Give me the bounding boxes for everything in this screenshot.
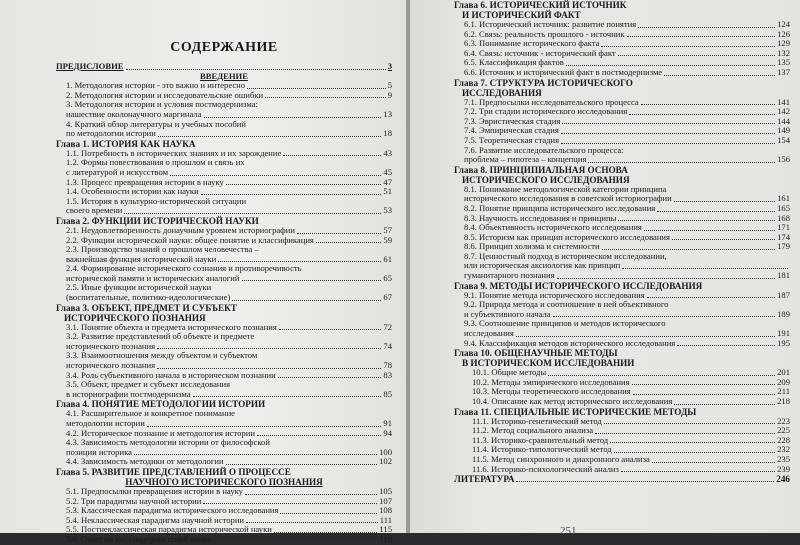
toc-entry-text: 11.6. Историко-психологический анализ [472, 463, 619, 474]
toc-page-number: 107 [379, 495, 392, 506]
toc-entry [454, 397, 790, 407]
toc-leader-dots [644, 230, 775, 231]
toc-entry-text: 2.2. Функции исторической науки: общее понятие и классификация [66, 234, 314, 245]
toc-page-number: 174 [777, 231, 790, 242]
toc-page-number: 43 [383, 147, 392, 158]
toc-leader-dots [257, 435, 381, 436]
toc-chapter-heading [454, 348, 790, 358]
toc-page-number: 119 [379, 533, 392, 544]
toc-leader-dots [672, 239, 775, 240]
toc-page-number: 135 [777, 57, 790, 68]
toc-entry-text: важнейшая функция исторической науки [66, 253, 217, 264]
toc-leader-dots [664, 75, 775, 76]
toc-entry-text: 2.4. Формирование исторического сознания и противоречивость [66, 263, 302, 274]
toc-page-number: 126 [777, 28, 790, 39]
toc-entry-text: 8.2. Понятие принципа исторического исследования [464, 202, 656, 213]
toc-leader-dots [588, 162, 775, 163]
toc-leader-dots [557, 278, 776, 279]
toc-entry [56, 535, 392, 545]
toc-leader-dots [278, 377, 382, 378]
toc-title: СОДЕРЖАНИЕ [170, 40, 278, 55]
toc-leader-dots [283, 155, 381, 156]
toc-leader-dots [245, 494, 377, 495]
toc-entry-text: 9.1. Понятие метода исторического исследования [464, 289, 645, 300]
toc-entry-text: Глава 3. ОБЪЕКТ, ПРЕДМЕТ И СУБЪЕКТ [56, 302, 237, 313]
toc-entry-text: исследования [464, 328, 514, 339]
toc-leader-dots [297, 233, 381, 234]
toc-entry [454, 68, 790, 78]
toc-page-number: 211 [777, 386, 790, 397]
toc-page-number: 57 [383, 224, 392, 235]
toc-entry-text: 2.1. Неудовлетворенность донаучным уровнем историографии [66, 224, 295, 235]
toc-entry-text: ВВЕДЕНИЕ [200, 70, 248, 81]
toc-leader-dots [226, 184, 382, 185]
toc-entry-text: ЛИТЕРАТУРА [454, 474, 515, 485]
toc-leader-dots [629, 114, 775, 115]
toc-page-number: 85 [383, 388, 392, 399]
toc-entry-text: своего времени [66, 205, 123, 216]
toc-entry-text: 11.5. Метод синхронного и диахронного анализа [472, 453, 650, 464]
toc-section-heading [454, 474, 790, 484]
toc-leader-dots [677, 345, 775, 346]
toc-page-number: 94 [383, 427, 392, 438]
toc-entry-text: 1.1. Потребность в исторических знаниях и их зарождение [66, 147, 282, 158]
toc-entry-text: 9.3. Соотношение принципов и методов исторического [464, 318, 666, 329]
toc-leader-dots [265, 97, 386, 98]
toc-entry-text: 8.5. Историзм как принцип исторического исследования [464, 231, 670, 242]
toc-entry-text: 10.3. Методы теоретического исследования [472, 386, 631, 397]
toc-entry-text: 5.2. Три парадигмы научной истории [66, 495, 202, 506]
toc-entry-text: нашествие околонаучного маргинала [66, 108, 202, 119]
toc-page-number: 61 [383, 253, 392, 264]
toc-entry-text: 4. Краткий обзор литературы и учебных пособий [66, 118, 246, 129]
toc-page-number: 187 [777, 289, 790, 300]
toc-leader-dots [226, 464, 378, 465]
toc-entry [454, 339, 790, 349]
toc-entry-text: с литературой и искусством [66, 166, 169, 177]
toc-entry-text: проблема – гипотеза – концепция [464, 154, 587, 165]
toc-entry-text: 6.2. Связь: реальность прошлого - источник [464, 28, 625, 39]
toc-chapter-heading [56, 467, 392, 477]
toc-page-number: 201 [777, 367, 790, 378]
toc-entry-text: 7.6. Развитие исследовательского процесса: [464, 144, 624, 155]
toc-page-number: 161 [777, 193, 790, 204]
toc-entry-text: Глава 8. ПРИНЦИПИАЛЬНАЯ ОСНОВА [454, 164, 628, 175]
toc-leader-dots [618, 220, 775, 221]
toc-page-number: 235 [777, 453, 790, 464]
toc-page-number: 195 [777, 337, 790, 348]
toc-leader-dots [280, 513, 377, 514]
toc-leader-dots [246, 522, 378, 523]
toc-entry-text: ПРЕДИСЛОВИЕ [56, 61, 124, 71]
toc-page-number: 65 [383, 272, 392, 283]
toc-page-number: 132 [777, 47, 790, 58]
toc-entry-text: 3. Методология истории и условия постмодернизма: [66, 99, 258, 110]
toc-entry-text: 6.6. Источник и исторический факт в постмодернизме [464, 66, 663, 77]
toc-entry [56, 457, 392, 467]
toc-page-number: 171 [777, 222, 790, 233]
toc-entry-text: 7.4. Эмпирическая стадия [464, 125, 559, 136]
toc-chapter-subtitle: НАУЧНОГО ИСТОРИЧЕСКОГО ПОЗНАНИЯ [125, 476, 323, 487]
toc-leader-dots [279, 329, 382, 330]
toc-page-number: 53 [383, 205, 392, 216]
toc-entry-text: 3.2. Развитие представлений об объекте и предмете [66, 331, 255, 342]
toc-chapter-heading [56, 303, 392, 313]
toc-leader-dots [633, 394, 776, 395]
toc-entry-text: 2.3. Производство знаний о прошлом человечества – [66, 244, 259, 255]
toc-leader-dots [124, 213, 381, 214]
toc-leader-dots [618, 55, 775, 56]
toc-leader-dots [214, 542, 378, 543]
toc-entry-text: 1.4. Особенности истории как науки [66, 186, 199, 197]
toc-leader-dots [516, 481, 774, 482]
toc-entry-text: Глава 6. ИСТОРИЧЕСКИЙ ИСТОЧНИК [454, 0, 627, 10]
toc-entry-text: исторического исследования в советской историографии [464, 193, 672, 204]
toc-page-number: 47 [383, 176, 392, 187]
toc-entry-text: 1.2. Формы повествования о прошлом и связь их [66, 157, 245, 168]
toc-entry-text: 5.6. Ответ на постмодернистский вызов [66, 533, 212, 544]
toc-entry-text: исторического познания [66, 360, 156, 371]
toc-entry-text: 8.7. Ценностный подход в историческом исследовании, [464, 250, 667, 261]
toc-entry-text: 6.3. Понимание исторического факта [464, 38, 600, 49]
toc-entry-text: 7.2. Три стадии исторического исследования [464, 106, 628, 117]
toc-chapter-title-cont: ИССЛЕДОВАНИЯ [462, 87, 542, 98]
toc-page-number: 78 [383, 360, 392, 371]
toc-page-number: 91 [383, 418, 392, 428]
toc-entry-text: 2. Методология истории и исследовательские ошибки [66, 89, 264, 100]
toc-entry-text: 3.5. Объект, предмет и субъект исследования [66, 379, 231, 390]
toc-page-number: 100 [379, 446, 392, 457]
toc-leader-dots [674, 201, 775, 202]
toc-leader-dots [553, 316, 776, 317]
toc-leader-dots [126, 69, 386, 70]
toc-entry-text: Глава 1. ИСТОРИЯ КАК НАУКА [56, 138, 196, 149]
toc-entry-text: 4.2. Историческое познание и методология истории [66, 427, 255, 438]
toc-entry-text: или историческая аксиология как принцип [464, 260, 621, 271]
toc-entry-text: 3.4. Роль субъективного начала в историческом познании [66, 369, 276, 380]
toc-chapter-title-cont: ИСТОРИЧЕСКОГО ИССЛЕДОВАНИЯ [462, 174, 630, 185]
toc-entry [454, 465, 790, 475]
toc-leader-dots [548, 375, 775, 376]
toc-leader-dots [641, 104, 775, 105]
toc-leader-dots [218, 261, 381, 262]
toc-page-number: 154 [777, 134, 790, 145]
toc-page-number: 83 [383, 369, 392, 380]
toc-entry-text: 5.3. Классическая парадигма исторического исследования [66, 505, 279, 516]
toc-leader-dots [622, 268, 788, 269]
toc-page-number: 51 [383, 186, 392, 197]
toc-leader-dots [610, 442, 775, 443]
toc-page-number: 3 [387, 61, 392, 71]
toc-entry-text: 4.4. Зависимость методики от методологии [66, 456, 224, 467]
toc-page-number: 67 [383, 292, 392, 303]
toc-page-number: 246 [776, 474, 790, 485]
toc-entry [56, 293, 392, 303]
toc-entry-text: 10.2. Методы эмпирического исследования [472, 376, 630, 387]
toc-leader-dots [621, 471, 775, 472]
toc-leader-dots [638, 27, 775, 28]
toc-leader-dots [516, 336, 775, 337]
toc-leader-dots [602, 249, 776, 250]
toc-entry-text: 10.4. Описание как метод исторического исследования [472, 396, 673, 406]
toc-page-number: 225 [777, 425, 790, 436]
toc-leader-dots [147, 426, 382, 427]
toc-page-number: 13 [383, 108, 392, 119]
toc-entry-text: Глава 2. ФУНКЦИИ ИСТОРИЧЕСКОЙ НАУКИ [56, 215, 259, 226]
toc-entry-text: Глава 9. МЕТОДЫ ИСТОРИЧЕСКОГО ИССЛЕДОВАНИЯ [454, 280, 703, 291]
toc-entry-text: методологии истории [66, 418, 145, 428]
toc-page-number: 168 [777, 212, 790, 223]
toc-left-column [56, 0, 392, 545]
toc-page-number: 189 [777, 308, 790, 319]
toc-chapter-title-cont: В ИСТОРИЧЕСКОМ ИССЛЕДОВАНИИ [462, 358, 635, 369]
toc-leader-dots [657, 211, 775, 212]
toc-leader-dots [158, 136, 382, 137]
toc-page-number: 223 [777, 415, 790, 426]
toc-entry-text: 3.3. Взаимоотношения между объектом и субъектом [66, 350, 258, 361]
right-page [410, 0, 800, 537]
toc-leader-dots [201, 194, 382, 195]
toc-entry-text: 3.1. Понятие объекта и предмета исторического познания [66, 321, 277, 332]
toc-entry-text: гуманитарного познания [464, 270, 555, 281]
toc-page-number: 45 [383, 166, 392, 177]
toc-entry-text: 5.1. Предпосылки превращения истории в науку [66, 485, 243, 496]
toc-page-number: 74 [383, 340, 392, 351]
toc-entry-text: Глава 11. СПЕЦИАЛЬНЫЕ ИСТОРИЧЕСКИЕ МЕТОДЫ [454, 406, 697, 417]
toc-entry-text: 8.4. Объективность исторического исследования [464, 222, 642, 233]
toc-leader-dots [595, 433, 775, 434]
toc-leader-dots [604, 423, 775, 424]
toc-page-number: 142 [777, 106, 790, 117]
toc-entry [56, 206, 392, 216]
toc-page-number: 218 [777, 396, 790, 406]
toc-entry-text: 7.1. Предпосылки исследовательского процесса [464, 96, 639, 107]
toc-leader-dots [674, 404, 775, 405]
toc-entry-text: Глава 7. СТРУКТУРА ИСТОРИЧЕСКОГО [454, 77, 633, 88]
toc-leader-dots [562, 123, 775, 124]
toc-page-number: 179 [777, 241, 790, 252]
toc-entry-text: 4.3. Зависимость методологии истории от философской [66, 437, 270, 448]
toc-entry [454, 155, 790, 165]
toc-entry-text: 4.1. Расширительное и конкретное понимание [66, 408, 235, 419]
toc-leader-dots [232, 300, 381, 301]
toc-page-number: 108 [379, 505, 392, 516]
toc-page-number: 181 [777, 270, 790, 281]
toc-page-number: 232 [777, 444, 790, 455]
toc-entry-text: 2.5. Иные функции исторической науки [66, 282, 212, 293]
toc-entry [56, 390, 392, 400]
toc-entry-text: 9.2. Природа метода и соотношение в ней объективного [464, 299, 669, 310]
toc-leader-dots [632, 384, 776, 385]
toc-leader-dots [157, 348, 381, 349]
toc-leader-dots [561, 133, 775, 134]
toc-entry-text: 8.6. Принцип холизма и системности [464, 241, 600, 252]
toc-leader-dots [274, 532, 378, 533]
toc-leader-dots [193, 396, 382, 397]
toc-entry-text: в историографии постмодернизма [66, 388, 191, 399]
toc-page-number: 209 [777, 376, 790, 387]
toc-entry-text: 11.1. Историко-генетический метод [472, 415, 602, 426]
toc-chapter-title-cont: ИСТОРИЧЕСКОГО ПОЗНАНИЯ [64, 312, 206, 323]
toc-page-number: 5 [387, 80, 392, 91]
toc-entry [56, 129, 392, 139]
toc-page-number: 9 [387, 89, 392, 100]
toc-page-number: 124 [777, 19, 790, 29]
toc-entry-text: 6.5. Классификация фактов [464, 57, 564, 68]
toc-entry-text: 11.4. Историко-типологический метод [472, 444, 612, 455]
toc-page-number: 137 [777, 66, 790, 77]
toc-entry-text: 5.4. Неклассическая парадигма научной истории [66, 514, 245, 525]
toc-page-number: 102 [379, 456, 392, 467]
toc-leader-dots [652, 462, 775, 463]
toc-entry-text: Глава 10. ОБЩЕНАУЧНЫЕ МЕТОДЫ [454, 348, 618, 359]
toc-entry-text: 1.3. Процесс превращения истории в науку [66, 176, 224, 187]
toc-entry-text: (воспитательные, политико-идеологические) [66, 292, 231, 303]
toc-leader-dots [647, 297, 775, 298]
toc-page-number: 144 [777, 115, 790, 126]
toc-entry-text: 1. Методология истории - это важно и интересно [66, 80, 246, 91]
toc-page-number: 149 [777, 125, 790, 136]
toc-leader-dots [614, 452, 775, 453]
toc-entry-text: Глава 4. ПОНЯТИЕ МЕТОДОЛОГИИ ИСТОРИИ [56, 399, 266, 410]
toc-page-number: 18 [383, 128, 392, 139]
toc-entry-text: по методологии истории [66, 128, 156, 139]
toc-chapter-heading [454, 165, 790, 175]
toc-entry-text: Глава 5. РАЗВИТИЕ ПРЕДСТАВЛЕНИЙ О ПРОЦЕССЕ [56, 466, 291, 477]
toc-leader-dots [316, 242, 382, 243]
toc-leader-dots [203, 503, 377, 504]
toc-entry-text: исторической памяти и исторических аналогий [66, 272, 240, 283]
toc-entry-text: 6.1. Исторический источник: развитие понятия [464, 19, 637, 29]
toc-entry-text: 1.5. История в культурно-исторической ситуации [66, 195, 247, 206]
toc-page-number: 228 [777, 434, 790, 445]
toc-leader-dots [134, 454, 377, 455]
toc-leader-dots [627, 36, 776, 37]
toc-entry-text: позиции историка [66, 446, 132, 457]
toc-leader-dots [170, 175, 381, 176]
toc-entry-text: 8.1. Понимание методологической категории принципа [464, 183, 667, 194]
toc-page-number: 129 [777, 38, 790, 49]
toc-entry-text: 7.5. Теоретическая стадия [464, 134, 560, 145]
toc-page-number: 111 [379, 514, 392, 525]
toc-entry-text: 7.3. Эвристическая стадия [464, 115, 561, 126]
toc-right-column [454, 0, 790, 484]
toc-entry-text: и субъективного начала [464, 308, 551, 319]
toc-entry [454, 271, 790, 281]
toc-entry-text: 11.3. Историко-сравнительный метод [472, 434, 609, 445]
toc-leader-dots [242, 280, 382, 281]
toc-page-number: 59 [383, 234, 392, 245]
toc-leader-dots [247, 88, 386, 89]
toc-page-number: 115 [379, 524, 392, 535]
toc-leader-dots [157, 368, 381, 369]
toc-page-number: 165 [777, 202, 790, 213]
toc-entry-text: 5.5. Постнеклассическая парадигма исторической науки [66, 524, 272, 535]
toc-page-number: 156 [777, 154, 790, 165]
toc-leader-dots [601, 46, 775, 47]
toc-entry-text: 6.4. Связь: источник - исторический факт [464, 47, 616, 58]
toc-leader-dots [204, 117, 382, 118]
page-number: 251 [560, 525, 577, 537]
toc-entry-text: 9.4. Классификация методов исторического исследования [464, 337, 676, 348]
toc-chapter-heading [454, 78, 790, 88]
toc-leader-dots [566, 65, 775, 66]
toc-page-number: 239 [777, 463, 790, 474]
toc-page-number: 141 [777, 96, 790, 107]
toc-page-number: 191 [777, 328, 790, 339]
toc-page-number: 72 [383, 321, 392, 332]
toc-leader-dots [561, 143, 775, 144]
toc-chapter-heading [454, 0, 790, 10]
toc-entry-text: исторического познания [66, 340, 156, 351]
toc-entry-text: 10.1. Общие методы [472, 367, 547, 378]
toc-chapter-title-cont: И ИСТОРИЧЕСКИЙ ФАКТ [462, 10, 581, 20]
toc-entry-text: 11.2. Метод социального анализа [472, 425, 594, 436]
toc-entry-text: 8.3. Научность исследования и принципы [464, 212, 617, 223]
toc-page-number: 105 [379, 485, 392, 496]
